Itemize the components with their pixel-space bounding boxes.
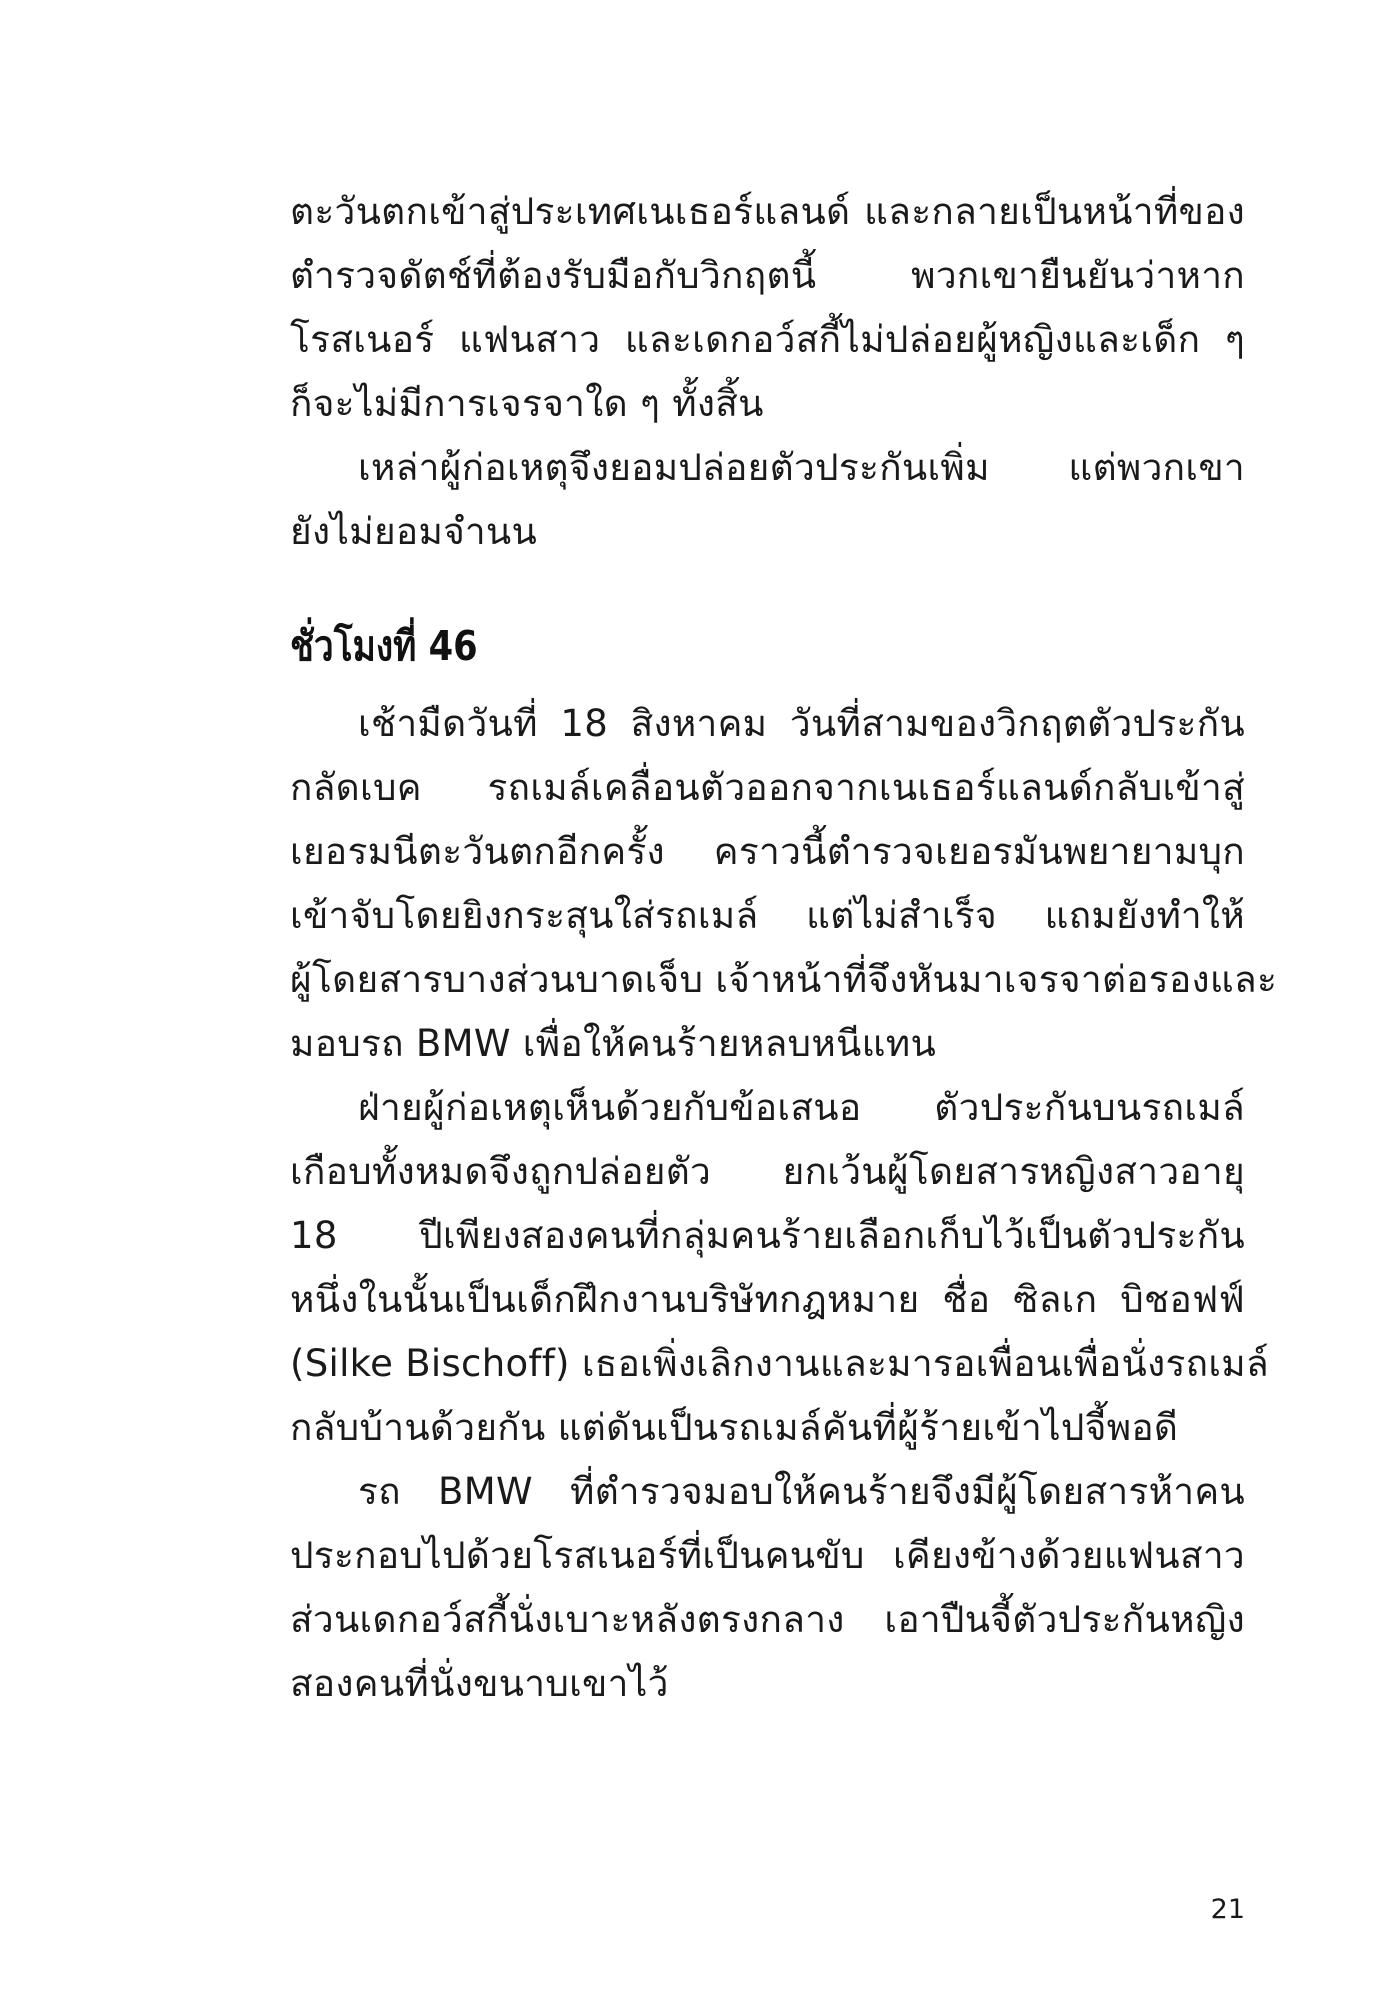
paragraph-continuation (290, 180, 1245, 436)
text-line: ตำรวจดัตช์ที่ต้องรับมือกับวิกฤตนี้ พวกเขายืนยันว่าหาก (290, 254, 1245, 297)
text-line: กลัดเบค รถเมล์เคลื่อนตัวออกจากเนเธอร์แลนด์กลับเข้าสู่ (290, 766, 1245, 809)
text-line: เยอรมนีตะวันตกอีกครั้ง คราวนี้ตำรวจเยอรมันพยายามบุก (290, 830, 1245, 873)
text-block-lower (290, 692, 1278, 1716)
text-line: ตะวันตกเข้าสู่ประเทศเนเธอร์แลนด์ และกลายเป็นหน้าที่ของ (290, 190, 1245, 233)
text-line: ก็จะไม่มีการเจรจาใด ๆ ทั้งสิ้น (290, 382, 764, 425)
text-line: ประกอบไปด้วยโรสเนอร์ที่เป็นคนขับ เคียงข้างด้วยแฟนสาว (290, 1534, 1245, 1577)
text-line: หนึ่งในนั้นเป็นเด็กฝึกงานบริษัทกฎหมาย ชื่อ ซิลเก บิชอฟฟ์ (290, 1278, 1245, 1321)
text-line: เช้ามืดวันที่ 18 สิงหาคม วันที่สามของวิกฤตตัวประกัน (358, 702, 1245, 745)
text-line: สองคนที่นั่งขนาบเขาไว้ (290, 1662, 669, 1705)
text-line: ฝ่ายผู้ก่อเหตุเห็นด้วยกับข้อเสนอ ตัวประกันบนรถเมล์ (358, 1086, 1245, 1129)
text-line: ยังไม่ยอมจำนน (290, 510, 538, 553)
text-line: กลับบ้านด้วยกัน แต่ดันเป็นรถเมล์คันที่ผู้ร้ายเข้าไปจี้พอดี (290, 1406, 1179, 1449)
text-line: รถ BMW ที่ตำรวจมอบให้คนร้ายจึงมีผู้โดยสารห้าคน (358, 1470, 1245, 1513)
text-line: เข้าจับโดยยิงกระสุนใส่รถเมล์ แต่ไม่สำเร็จ แถมยังทำให้ (290, 894, 1245, 937)
paragraph (290, 436, 1245, 564)
paragraph (290, 692, 1278, 1076)
text-line: เกือบทั้งหมดจึงถูกปล่อยตัว ยกเว้นผู้โดยสารหญิงสาวอายุ (290, 1150, 1245, 1193)
section-heading: ชั่วโมงที่ 46 (290, 622, 478, 670)
text-line: 18 ปีเพียงสองคนที่กลุ่มคนร้ายเลือกเก็บไว้เป็นตัวประกัน (290, 1214, 1245, 1257)
text-line: เหล่าผู้ก่อเหตุจึงยอมปล่อยตัวประกันเพิ่ม แต่พวกเขา (358, 446, 1245, 489)
text-line: โรสเนอร์ แฟนสาว และเดกอว์สกี้ไม่ปล่อยผู้หญิงและเด็ก ๆ (290, 318, 1245, 361)
text-line: ส่วนเดกอว์สกี้นั่งเบาะหลังตรงกลาง เอาปืนจี้ตัวประกันหญิง (290, 1598, 1245, 1641)
paragraph (290, 1460, 1245, 1716)
paragraph (290, 1076, 1269, 1460)
text-line: (Silke Bischoff) เธอเพิ่งเลิกงานและมารอเพื่อนเพื่อนั่งรถเมล์ (290, 1342, 1269, 1385)
page-number: 21 (1210, 1894, 1245, 1925)
text-line: มอบรถ BMW เพื่อให้คนร้ายหลบหนีแทน (290, 1022, 937, 1065)
text-block-upper (290, 180, 1245, 564)
text-line: ผู้โดยสารบางส่วนบาดเจ็บ เจ้าหน้าที่จึงหันมาเจรจาต่อรองและ (290, 958, 1278, 1001)
